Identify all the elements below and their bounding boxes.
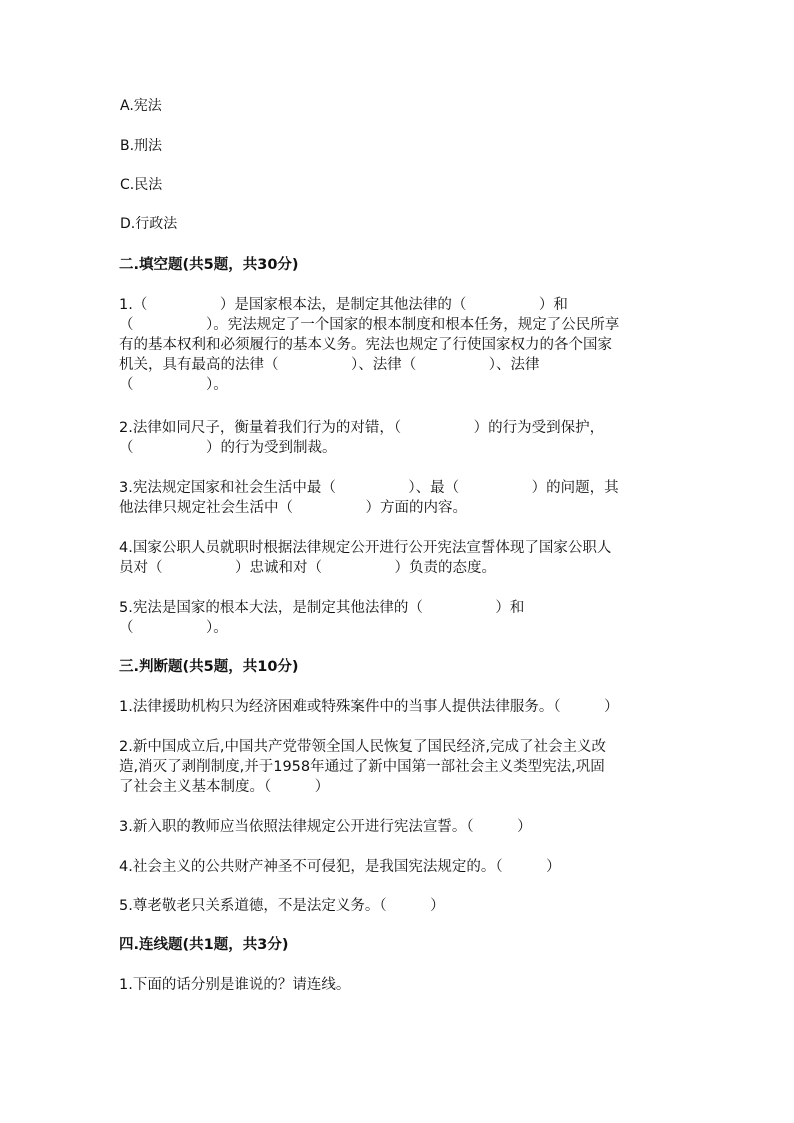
section-heading-match: 四.连线题(共1题，共3分) <box>119 937 289 953</box>
question-line: 1.（ ）是国家根本法，是制定其他法律的（ ）和 <box>119 297 568 313</box>
option-b: B.刑法 <box>120 138 163 154</box>
match-question-1 <box>119 975 679 995</box>
fill-question-4 <box>119 538 679 578</box>
question-line: （ ）的行为受到制裁。 <box>119 440 337 456</box>
question-line: 1.下面的话分别是谁说的？请连线。 <box>119 977 351 993</box>
judge-question-4 <box>119 857 679 877</box>
question-line: 2.新中国成立后,中国共产党带领全国人民恢复了国民经济,完成了社会主义改 <box>119 739 607 755</box>
question-line: 员对（ ）忠诚和对（ ）负责的态度。 <box>119 560 496 576</box>
question-line: 2.法律如同尺子，衡量着我们行为的对错，（ ）的行为受到保护， <box>119 420 605 436</box>
question-line: 4.国家公职人员就职时根据法律规定公开进行公开宪法宣誓体现了国家公职人 <box>119 540 612 556</box>
question-line: （ ）。宪法规定了一个国家的根本制度和根本任务，规定了公民所享 <box>119 317 620 333</box>
question-line: 3.新入职的教师应当依照法律规定公开进行宪法宣誓。（ ） <box>119 819 532 835</box>
judge-question-5 <box>119 896 679 916</box>
question-line: 了社会主义基本制度。（ ） <box>119 779 330 795</box>
question-line: （ ）。 <box>119 377 228 393</box>
section-heading-fill: 二.填空题(共5题，共30分) <box>119 257 299 273</box>
question-line: 1.法律援助机构只为经济困难或特殊案件中的当事人提供法律服务。（ ） <box>119 699 619 715</box>
question-line: 4.社会主义的公共财产神圣不可侵犯，是我国宪法规定的。（ ） <box>119 859 561 875</box>
question-line: （ ）。 <box>119 620 228 636</box>
fill-question-1 <box>119 295 679 395</box>
question-line: 5.宪法是国家的根本大法，是制定其他法律的（ ）和 <box>119 600 525 616</box>
judge-question-2 <box>119 737 679 797</box>
question-line: 5.尊老敬老只关系道德，不是法定义务。（ ） <box>119 898 445 914</box>
option-c: C.民法 <box>120 177 163 193</box>
fill-question-2 <box>119 418 679 458</box>
question-line: 造,消灭了剥削制度,并于1958年通过了新中国第一部社会主义类型宪法,巩固 <box>119 759 605 775</box>
question-line: 机关，具有最高的法律（ ）、法律（ ）、法律 <box>119 357 540 373</box>
section-heading-judge: 三.判断题(共5题，共10分) <box>119 659 299 675</box>
fill-question-5 <box>119 598 679 638</box>
question-line: 他法律只规定社会生活中（ ）方面的内容。 <box>119 500 467 516</box>
question-line: 有的基本权利和必须履行的基本义务。宪法也规定了行使国家权力的各个国家 <box>119 337 612 353</box>
judge-question-3 <box>119 817 679 837</box>
option-a: A.宪法 <box>120 98 162 114</box>
judge-question-1 <box>119 697 679 717</box>
fill-question-3 <box>119 478 679 518</box>
question-line: 3.宪法规定国家和社会生活中最（ ）、最（ ）的问题，其 <box>119 480 619 496</box>
option-d: D.行政法 <box>120 216 178 232</box>
